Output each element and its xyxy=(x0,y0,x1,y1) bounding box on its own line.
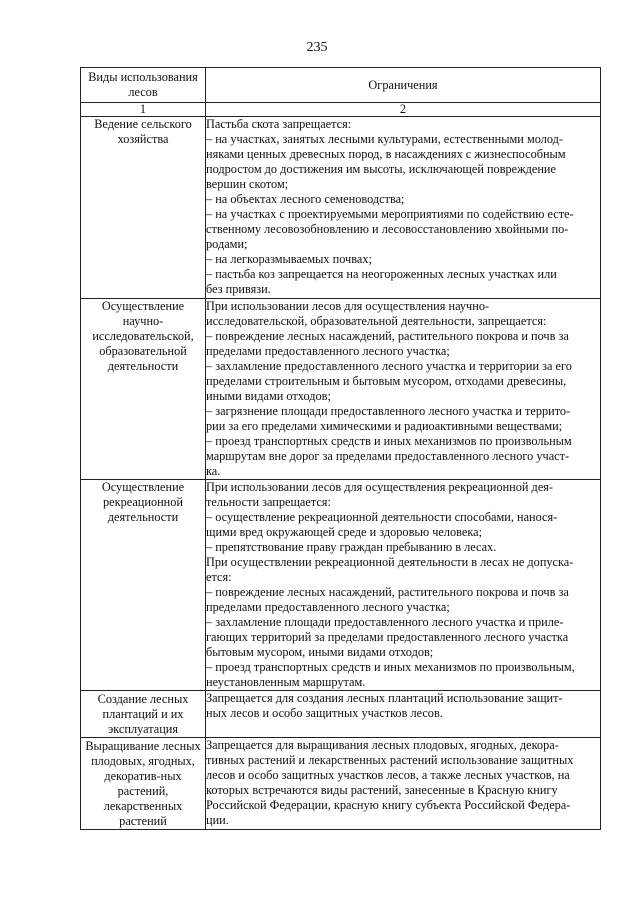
text-line: – пастьба коз запрещается на неогороженных лесных участках или xyxy=(206,267,557,281)
text-line: пределами строительным и бытовым мусором, отходами древесины, xyxy=(206,374,567,388)
text-line: Российской Федерации, красную книгу субъекта Российской Федера- xyxy=(206,798,571,812)
text-line: щими вред окружающей среде и здоровью человека; xyxy=(206,525,483,539)
text-line: няками ценных древесных пород, в насаждениях с жизнеспособным xyxy=(206,147,566,161)
restrictions-research-education xyxy=(206,299,601,480)
header-restrictions: Ограничения xyxy=(206,68,601,103)
text-line: При использовании лесов для осуществления рекреационной дея- xyxy=(206,480,554,494)
text-line: пределами предоставленного лесного участка; xyxy=(206,344,450,358)
use-type-forest-plantations: Создание лесных плантаций и их эксплуатация xyxy=(81,691,206,738)
text-line: без привязи. xyxy=(206,282,271,296)
restrictions-fruit-berry-medicinal-plants xyxy=(206,738,601,830)
column-number-row xyxy=(81,103,601,117)
text-line: – на участках, занятых лесными культурами, естественными молод- xyxy=(206,132,564,146)
text-line: тельности запрещается: xyxy=(206,495,331,509)
column-number-1: 1 xyxy=(81,103,206,117)
restrictions-forest-plantations xyxy=(206,691,601,738)
text-line: – препятствование праву граждан пребыванию в лесах. xyxy=(206,540,497,554)
text-line: – осуществление рекреационной деятельности способами, нанося- xyxy=(206,510,558,524)
text-line: ции. xyxy=(206,813,229,827)
text-line: исследовательской, образовательной деятельности, запрещается: xyxy=(206,314,547,328)
text-line: гающих территорий за пределами предоставленного лесного участка xyxy=(206,630,569,644)
text-line: рии за его пределами химическими и радиоактивными веществами; xyxy=(206,419,563,433)
table-row xyxy=(81,299,601,480)
table-row xyxy=(81,117,601,299)
text-line: Пастьба скота запрещается: xyxy=(206,117,352,131)
text-line: При использовании лесов для осуществления научно- xyxy=(206,299,490,313)
table-row xyxy=(81,738,601,830)
text-line: неустановленным маршрутам. xyxy=(206,675,366,689)
page-number: 235 xyxy=(306,40,328,55)
text-line: бытовым мусором, иными видами отходов; xyxy=(206,645,434,659)
text-line: ных лесов и особо защитных участков лесов. xyxy=(206,706,443,720)
text-line: вершин скотом; xyxy=(206,177,289,191)
header-forest-use-types: Виды использования лесов xyxy=(81,68,206,103)
text-line: которых встречаются виды растений, занесенные в Красную книгу xyxy=(206,783,558,797)
text-line: – на участках с проектируемыми мероприятиями по содействию есте- xyxy=(206,207,574,221)
text-line: – загрязнение площади предоставленного лесного участка и террито- xyxy=(206,404,571,418)
text-line: ка. xyxy=(206,464,221,478)
text-line: пределами предоставленного лесного участка; xyxy=(206,600,450,614)
use-type-recreation: Осуществление рекреационной деятельности xyxy=(81,480,206,691)
table-header-row xyxy=(81,68,601,103)
text-line: – проезд транспортных средств и иных механизмов по произвольным, xyxy=(206,660,575,674)
restrictions-recreation xyxy=(206,480,601,691)
text-line: Запрещается для создания лесных плантаций использование защит- xyxy=(206,691,563,705)
text-line: родами; xyxy=(206,237,248,251)
text-line: – захламление площади предоставленного лесного участка и приле- xyxy=(206,615,564,629)
text-line: Запрещается для выращивания лесных плодовых, ягодных, декора- xyxy=(206,738,559,752)
use-type-fruit-berry-medicinal-plants: Выращивание лесных плодовых, ягодных, декоратив-ных растений, лекарственных растений xyxy=(81,738,206,830)
text-line: – проезд транспортных средств и иных механизмов по произвольным xyxy=(206,434,572,448)
text-line: иными видами отходов; xyxy=(206,389,331,403)
text-line: подростом до достижения им высоты, исключающей повреждение xyxy=(206,162,556,176)
text-line: – на объектах лесного семеноводства; xyxy=(206,192,405,206)
restrictions-agriculture xyxy=(206,117,601,299)
use-type-agriculture: Ведение сельского хозяйства xyxy=(81,117,206,299)
text-line: – на легкоразмываемых почвах; xyxy=(206,252,372,266)
column-number-2: 2 xyxy=(206,103,601,117)
text-line: тивных растений и лекарственных растений использование защитных xyxy=(206,753,574,767)
text-line: ственному лесовозобновлению и лесовосстановлению хвойными по- xyxy=(206,222,569,236)
text-line: – захламление предоставленного лесного участка и территории за его xyxy=(206,359,572,373)
forest-use-restrictions-table xyxy=(80,67,601,830)
text-line: При осуществлении рекреационной деятельности в лесах не допуска- xyxy=(206,555,574,569)
text-line: – повреждение лесных насаждений, растительного покрова и почв за xyxy=(206,585,569,599)
text-line: ется: xyxy=(206,570,232,584)
use-type-research-education: Осуществление научно-исследовательской, образовательной деятельности xyxy=(81,299,206,480)
table-row xyxy=(81,480,601,691)
text-line: маршрутам вне дорог за пределами предоставленного лесного участ- xyxy=(206,449,570,463)
table-row xyxy=(81,691,601,738)
text-line: лесов и особо защитных участков лесов, а также лесных участков, на xyxy=(206,768,570,782)
text-line: – повреждение лесных насаждений, растительного покрова и почв за xyxy=(206,329,569,343)
